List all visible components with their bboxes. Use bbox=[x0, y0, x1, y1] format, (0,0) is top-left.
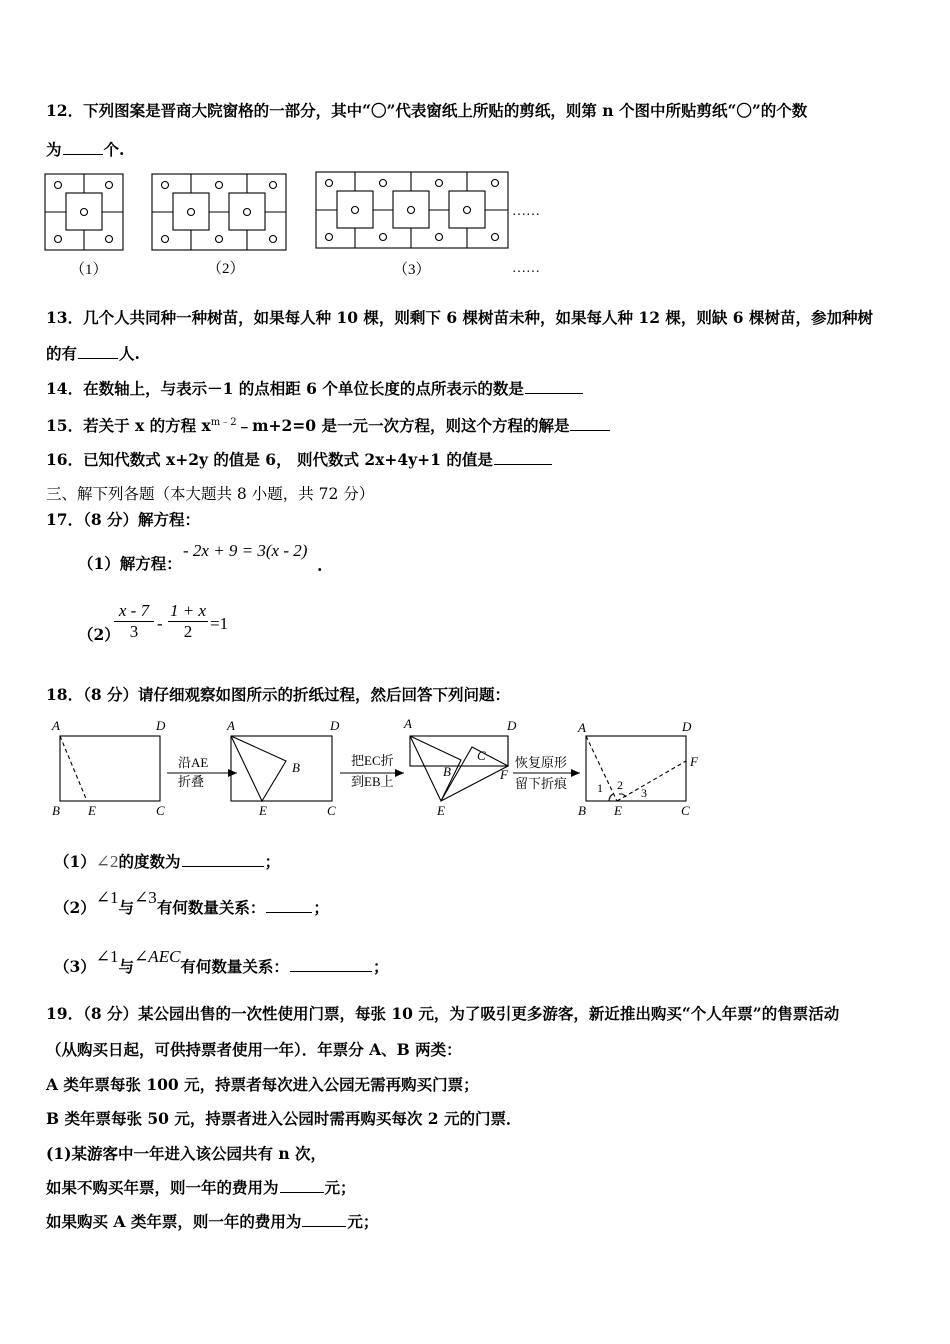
q18-p3-mid: 与 bbox=[118, 957, 135, 976]
q17-p2-den2: 2 bbox=[168, 621, 208, 642]
svg-text:留下折痕: 留下折痕 bbox=[515, 776, 568, 791]
svg-text:E: E bbox=[437, 803, 445, 818]
q18-p1-end: ； bbox=[264, 852, 281, 871]
q19-line1: 19．（8 分）某公园出售的一次性使用门票，每张 10 元，为了吸引更多游客，新近推出购买“个人年票”的售票活动 bbox=[46, 1004, 840, 1023]
fig1-label: （1） bbox=[70, 262, 108, 278]
svg-text:A: A bbox=[227, 718, 235, 733]
q18-p3-answer-blank[interactable] bbox=[290, 956, 372, 972]
svg-text:C: C bbox=[681, 803, 690, 818]
svg-text:到EB上: 到EB上 bbox=[351, 774, 394, 789]
q18-p2-label: （2） bbox=[54, 898, 96, 917]
q12-line2-pre: 为 bbox=[46, 140, 62, 159]
fig2-label: （2） bbox=[207, 261, 245, 277]
svg-text:3: 3 bbox=[641, 786, 647, 800]
q15-exponent: m﹣2 bbox=[210, 417, 237, 428]
q18-p1-label: （1） bbox=[54, 852, 96, 871]
q18-p3-end: ； bbox=[372, 957, 389, 976]
svg-text:C: C bbox=[327, 803, 336, 818]
q13-line1: 13．几个人共同种一种树苗，如果每人种 10 棵，则剩下 6 棵树苗未种，如果每人种 12 棵，则缺 6 棵树苗，参加种树 bbox=[46, 308, 873, 327]
svg-text:D: D bbox=[682, 719, 692, 734]
q17-p2-rhs: =1 bbox=[210, 614, 229, 633]
q18-p1-answer-blank[interactable] bbox=[182, 851, 264, 867]
q17-p1-end: . bbox=[317, 556, 323, 575]
svg-text:折叠: 折叠 bbox=[178, 774, 205, 789]
q19-cost-no-ticket-blank[interactable] bbox=[280, 1177, 324, 1193]
q13-line2-post: 人. bbox=[119, 344, 140, 363]
q17-p1-equation: - 2x + 9 = 3(x - 2) bbox=[183, 541, 308, 560]
svg-text:D: D bbox=[507, 718, 517, 733]
svg-text:A: A bbox=[52, 718, 60, 733]
q18-p1-angle: ∠2 bbox=[95, 852, 119, 871]
q18-p2-angle1: ∠1 bbox=[95, 888, 119, 907]
q17-p2-label: （2） bbox=[78, 625, 120, 644]
q18-p1 bbox=[54, 851, 280, 873]
svg-text:B: B bbox=[292, 760, 300, 775]
svg-text:E: E bbox=[88, 803, 96, 818]
fig3-label: （3） bbox=[393, 262, 431, 278]
q18-p2-mid: 与 bbox=[118, 898, 135, 917]
svg-text:A: A bbox=[578, 720, 586, 735]
fig3-continue-dots: …… bbox=[512, 204, 540, 219]
q18-p3-angle1: ∠1 bbox=[95, 947, 119, 966]
q18-p3-angle-aec: ∠AEC bbox=[134, 947, 181, 966]
q19-cost-a-ticket-blank[interactable] bbox=[302, 1211, 346, 1227]
q17-p2-num1: x - 7 bbox=[118, 601, 150, 620]
q18-p2-text: 有何数量关系： bbox=[156, 898, 266, 917]
q19-line6 bbox=[46, 1177, 356, 1199]
q17-p2-minus: - bbox=[157, 614, 163, 633]
svg-text:D: D bbox=[330, 718, 340, 733]
q15-post: ﹣m+2=0 是一元一次方程，则这个方程的解是 bbox=[236, 416, 570, 436]
svg-text:1: 1 bbox=[597, 781, 603, 795]
q18-head: 18．（8 分）请仔细观察如图所示的折纸过程，然后回答下列问题： bbox=[46, 685, 511, 704]
q19-line7 bbox=[46, 1211, 378, 1233]
svg-text:2: 2 bbox=[617, 778, 623, 792]
svg-text:B: B bbox=[578, 803, 586, 818]
q18-p3-label: （3） bbox=[54, 957, 96, 976]
q12-line2-post: 个. bbox=[103, 140, 125, 159]
svg-text:C: C bbox=[156, 803, 165, 818]
section-3-heading: 三、解下列各题（本大题共 8 小题，共 72 分） bbox=[46, 485, 375, 503]
svg-text:E: E bbox=[614, 803, 622, 818]
q14-text: 14．在数轴上，与表示－1 的点相距 6 个单位长度的点所表示的数是 bbox=[46, 379, 524, 398]
q19-line2: （从购买日起，可供持票者使用一年）．年票分 A、B 两类： bbox=[46, 1040, 462, 1059]
q18-p2-end: ； bbox=[313, 898, 329, 917]
svg-text:E: E bbox=[259, 803, 267, 818]
q18-p2-answer-blank[interactable] bbox=[266, 897, 312, 913]
svg-text:D: D bbox=[156, 718, 166, 733]
q18-p3-text: 有何数量关系： bbox=[180, 957, 289, 976]
svg-text:B: B bbox=[52, 803, 60, 818]
svg-text:A: A bbox=[404, 716, 412, 731]
svg-text:F: F bbox=[690, 754, 698, 769]
svg-text:沿AE: 沿AE bbox=[178, 755, 209, 770]
q12-line1: 12．下列图案是晋商大院窗格的一部分，其中“〇”代表窗纸上所贴的剪纸，则第 n 个图中所贴剪纸“〇”的个数 bbox=[46, 101, 808, 120]
q19-line7-pre: 如果购买 A 类年票，则一年的费用为 bbox=[46, 1212, 302, 1231]
q18-p2-angle3: ∠3 bbox=[134, 888, 157, 907]
q19-line5: (1)某游客中一年进入该公园共有 n 次， bbox=[46, 1144, 327, 1163]
q16-text: 16．已知代数式 x+2y 的值是 6， 则代数式 2x+4y+1 的值是 bbox=[46, 450, 493, 469]
q17-head: 17．（8 分）解方程： bbox=[46, 510, 201, 529]
svg-text:把EC折: 把EC折 bbox=[351, 753, 394, 768]
q18-p1-text: 的度数为 bbox=[118, 852, 181, 871]
q17-p1-label: （1）解方程： bbox=[78, 554, 182, 573]
q19-line6-post: 元； bbox=[324, 1178, 356, 1197]
svg-text:B: B bbox=[443, 764, 451, 779]
q19-line6-pre: 如果不购买年票，则一年的费用为 bbox=[46, 1178, 279, 1197]
q19-line3: A 类年票每张 100 元，持票者每次进入公园无需再购买门票； bbox=[46, 1075, 479, 1094]
q19-line4: B 类年票每张 50 元，持票者进入公园时需再购买每次 2 元的门票． bbox=[46, 1109, 522, 1128]
q17-p2-num2: 1 + x bbox=[169, 601, 207, 620]
svg-text:F: F bbox=[500, 767, 508, 782]
fig-continue-dots: …… bbox=[512, 261, 540, 276]
q13-line2-pre: 的有 bbox=[46, 344, 78, 363]
svg-text:C: C bbox=[477, 748, 486, 763]
q18-p2 bbox=[54, 888, 329, 919]
q18-p3 bbox=[54, 947, 389, 978]
q15-pre: 15．若关于 x 的方程 x bbox=[46, 416, 211, 436]
q17-p2-den1: 3 bbox=[114, 621, 154, 642]
svg-text:恢复原形: 恢复原形 bbox=[515, 755, 568, 770]
q19-line7-post: 元； bbox=[347, 1212, 379, 1231]
